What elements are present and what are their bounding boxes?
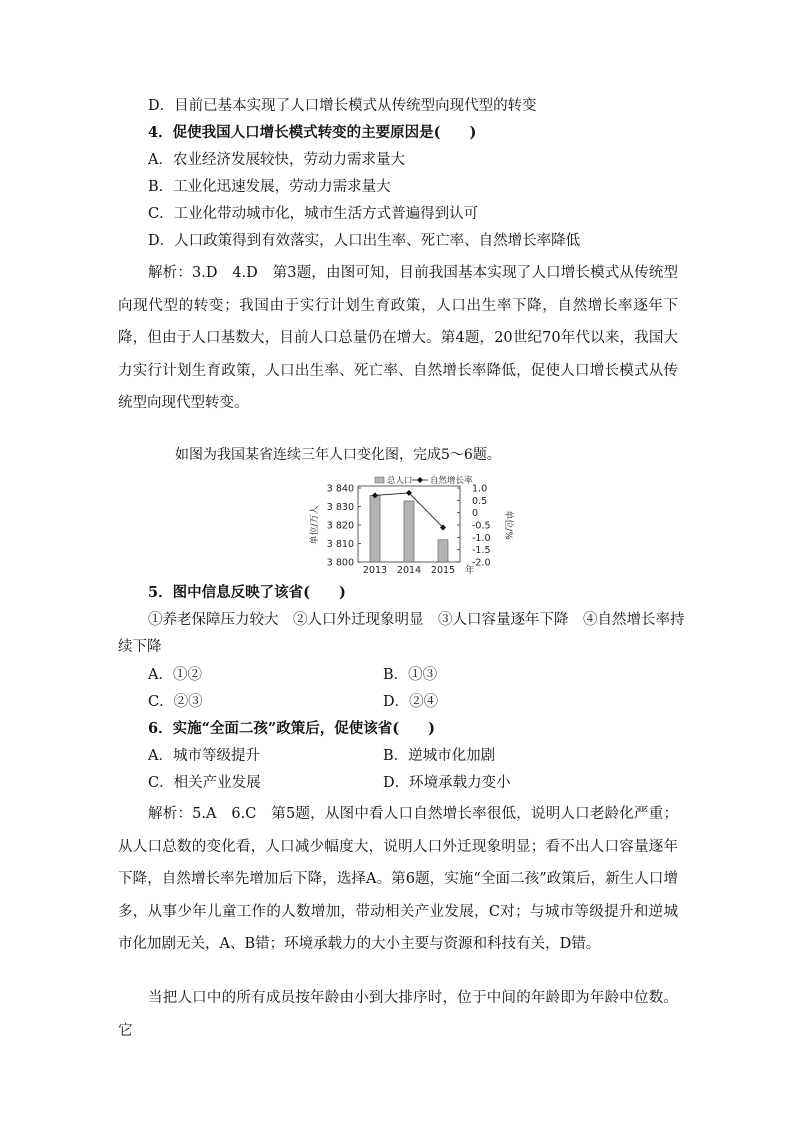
bar-total-population (370, 495, 380, 562)
x-tick-label: 2014 (396, 565, 422, 576)
chart-intro: 如图为我国某省连续三年人口变化图，完成5～6题。 (175, 447, 501, 463)
population-chart (0, 465, 794, 590)
q6-option-a: A．城市等级提升 (148, 748, 260, 764)
q5-option-d: D．②④ (383, 694, 439, 710)
q3-option-d: D．目前已基本实现了人口增长模式从传统型向现代型的转变 (148, 98, 537, 114)
x-axis-suffix: 年 (465, 565, 475, 576)
legend-bar-swatch (375, 477, 384, 483)
q6-stem: 6．实施“全面二孩”政策后，促使该省( ) (148, 720, 435, 737)
q5-statements-cont: 续下降 (118, 639, 162, 655)
legend-natural-growth: 自然增长率 (430, 476, 473, 486)
right-tick-label: -1.5 (472, 545, 491, 557)
right-tick-label: 0.5 (472, 495, 488, 507)
right-tick-label: -0.5 (472, 520, 491, 532)
analysis-5-6: 解析：5.A 6.C 第5题，从图中看人口自然增长率很低，说明人口老龄化严重；从人口总数的变化看，人口减少幅度大，说明人口外迁现象明显；看不出人口容量逐年下降，自然增长率先增加后下降，选择A。第6题，实施“全面二孩”政策后，新生人口增多，从事少年儿童工作的人数增加，带动相关产业发展，C对；与城市等级提升和逆城市化加剧无关，A、B错；环境承载力的大小主要与资源和科技有关，D错。 (118, 806, 678, 952)
q6-option-c: C．相关产业发展 (148, 775, 261, 791)
right-tick-label: 0 (472, 508, 479, 520)
legend-total-population: 总人口 (387, 476, 413, 486)
left-tick-label: 3 840 (326, 483, 354, 495)
left-tick-label: 3 820 (326, 520, 354, 532)
q5-statements: ①养老保障压力较大 ②人口外迁现象明显 ③人口容量逐年下降 ④自然增长率持 (148, 612, 685, 628)
closing-line: 当把人口中的所有成员按年龄由小到大排序时，位于中间的年龄即为年龄中位数。它 (118, 990, 678, 1039)
bar-total-population (438, 540, 448, 562)
bar-total-population (404, 501, 414, 562)
left-tick-label: 3 810 (326, 539, 354, 550)
left-tick-label: 3 800 (326, 557, 354, 569)
x-tick-label: 2015 (430, 565, 456, 576)
left-axis-label: 单位/万人 (310, 505, 320, 545)
left-tick-label: 3 830 (326, 502, 354, 513)
q6-option-b: B．逆城市化加剧 (383, 748, 496, 764)
analysis-3-4: 解析：3.D 4.D 第3题，由图可知，目前我国基本实现了人口增长模式从传统型向现代型的转变；我国由于实行计划生育政策，人口出生率下降，自然增长率逐年下降，但由于人口基数大，目前人口总量仍在增大。第4题，20世纪70年代以来，我国大力实行计划生育政策，人口出生率、死亡率、自然增长率降低，促使人口增长模式从传统型向现代型转变。 (118, 265, 678, 411)
q4-stem: 4．促使我国人口增长模式转变的主要原因是( ) (148, 124, 477, 141)
right-tick-label: -1.0 (472, 532, 491, 544)
x-tick-label: 2013 (362, 565, 388, 576)
q5-stem: 5．图中信息反映了该省( ) (148, 584, 346, 601)
q5-option-c: C．②③ (148, 694, 203, 710)
q4-option-d: D．人口政策得到有效落实，人口出生率、死亡率、自然增长率降低 (148, 233, 581, 249)
legend-line-marker (417, 477, 423, 483)
right-tick-label: -2.0 (472, 557, 491, 569)
q6-option-d: D．环境承载力变小 (383, 775, 511, 791)
right-tick-label: 1.0 (472, 483, 488, 495)
q4-option-b: B．工业化迅速发展，劳动力需求量大 (148, 179, 391, 195)
right-axis-label: 单位/% (503, 510, 513, 540)
q4-option-c: C．工业化带动城市化，城市生活方式普遍得到认可 (148, 206, 479, 222)
q5-option-b: B．①③ (383, 667, 438, 683)
q5-option-a: A．①② (148, 667, 202, 683)
q4-option-a: A．农业经济发展较快，劳动力需求量大 (148, 152, 405, 168)
